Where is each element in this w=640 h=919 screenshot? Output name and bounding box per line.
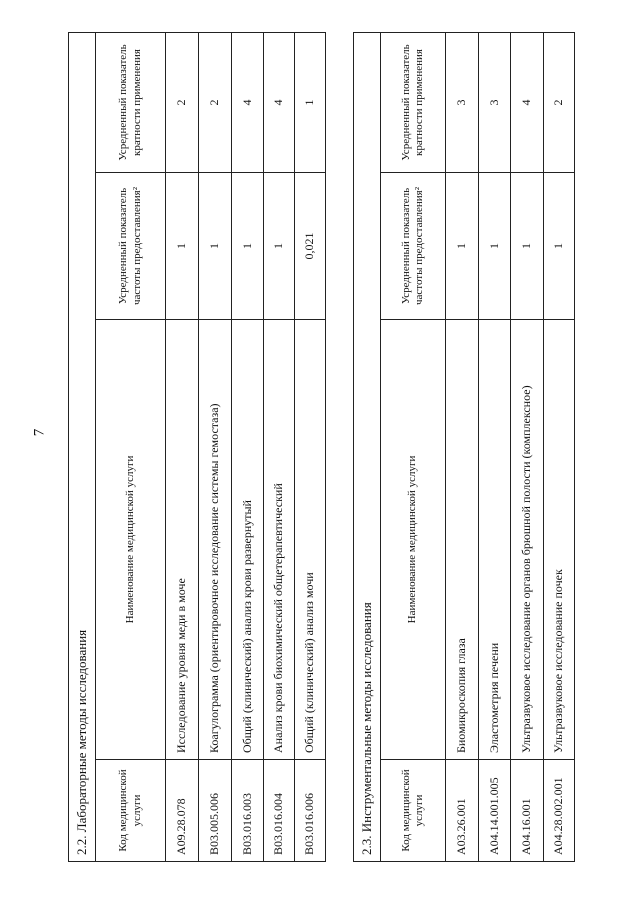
frequency-value: 1 — [511, 173, 544, 320]
multiplicity-value: 3 — [446, 32, 479, 172]
section-title: 2.3. Инструментальные методы исследования — [354, 32, 381, 861]
table-row — [264, 32, 295, 861]
service-code: A04.28.002.001 — [544, 760, 575, 862]
table-row — [232, 32, 264, 861]
table-row — [446, 32, 479, 861]
service-code: B03.005.006 — [199, 760, 232, 862]
column-header-multiplicity: Усредненный показатель кратности применения — [381, 32, 446, 172]
service-code: B03.016.004 — [264, 760, 295, 862]
table-row — [511, 32, 544, 861]
column-header-multiplicity: Усредненный показатель кратности применения — [96, 32, 166, 172]
frequency-value: 0,021 — [295, 173, 326, 320]
service-code: A09.28.078 — [166, 760, 199, 862]
multiplicity-value: 4 — [511, 32, 544, 172]
column-header-name: Наименование медицинской услуги — [96, 320, 166, 760]
lab-table-block — [68, 33, 325, 862]
service-name: Общий (клинический) анализ крови развернутый — [232, 320, 264, 760]
frequency-value: 1 — [166, 173, 199, 320]
multiplicity-value: 3 — [479, 32, 511, 172]
service-name: Эластометрия печени — [479, 320, 511, 760]
column-header-frequency: Усредненный показатель частоты предоставления² — [96, 173, 166, 320]
section-title: 2.2. Лабораторные методы исследования — [69, 32, 96, 861]
service-name: Анализ крови биохимический общетерапевтический — [264, 320, 295, 760]
multiplicity-value: 2 — [544, 32, 575, 172]
multiplicity-value: 1 — [295, 32, 326, 172]
instr-table-block — [353, 33, 574, 862]
frequency-value: 1 — [264, 173, 295, 320]
column-header-frequency: Усредненный показатель частоты предоставления² — [381, 173, 446, 320]
service-name: Биомикроскопия глаза — [446, 320, 479, 760]
page-number: 7 — [31, 428, 48, 437]
multiplicity-value: 2 — [199, 32, 232, 172]
multiplicity-value: 4 — [232, 32, 264, 172]
service-code: B03.016.006 — [295, 760, 326, 862]
service-code: A04.14.001.005 — [479, 760, 511, 862]
table-row — [295, 32, 326, 861]
frequency-value: 1 — [479, 173, 511, 320]
service-name: Ультразвуковое исследование почек — [544, 320, 575, 760]
multiplicity-value: 2 — [166, 32, 199, 172]
table-row — [199, 32, 232, 861]
column-header-code: Код медицинской услуги — [381, 760, 446, 862]
service-code: A03.26.001 — [446, 760, 479, 862]
column-header-code: Код медицинской услуги — [96, 760, 166, 862]
instrumental-methods-table — [353, 32, 575, 862]
frequency-value: 1 — [232, 173, 264, 320]
service-name: Коагулограмма (ориентировочное исследование системы гемостаза) — [199, 320, 232, 760]
multiplicity-value: 4 — [264, 32, 295, 172]
service-name: Исследование уровня меди в моче — [166, 320, 199, 760]
table-row — [479, 32, 511, 861]
service-code: B03.016.003 — [232, 760, 264, 862]
service-name: Общий (клинический) анализ мочи — [295, 320, 326, 760]
table-row — [544, 32, 575, 861]
frequency-value: 1 — [199, 173, 232, 320]
table-row — [166, 32, 199, 861]
frequency-value: 1 — [446, 173, 479, 320]
service-code: A04.16.001 — [511, 760, 544, 862]
service-name: Ультразвуковое исследование органов брюшной полости (комплексное) — [511, 320, 544, 760]
lab-methods-table — [68, 32, 326, 862]
frequency-value: 1 — [544, 173, 575, 320]
column-header-name: Наименование медицинской услуги — [381, 320, 446, 760]
